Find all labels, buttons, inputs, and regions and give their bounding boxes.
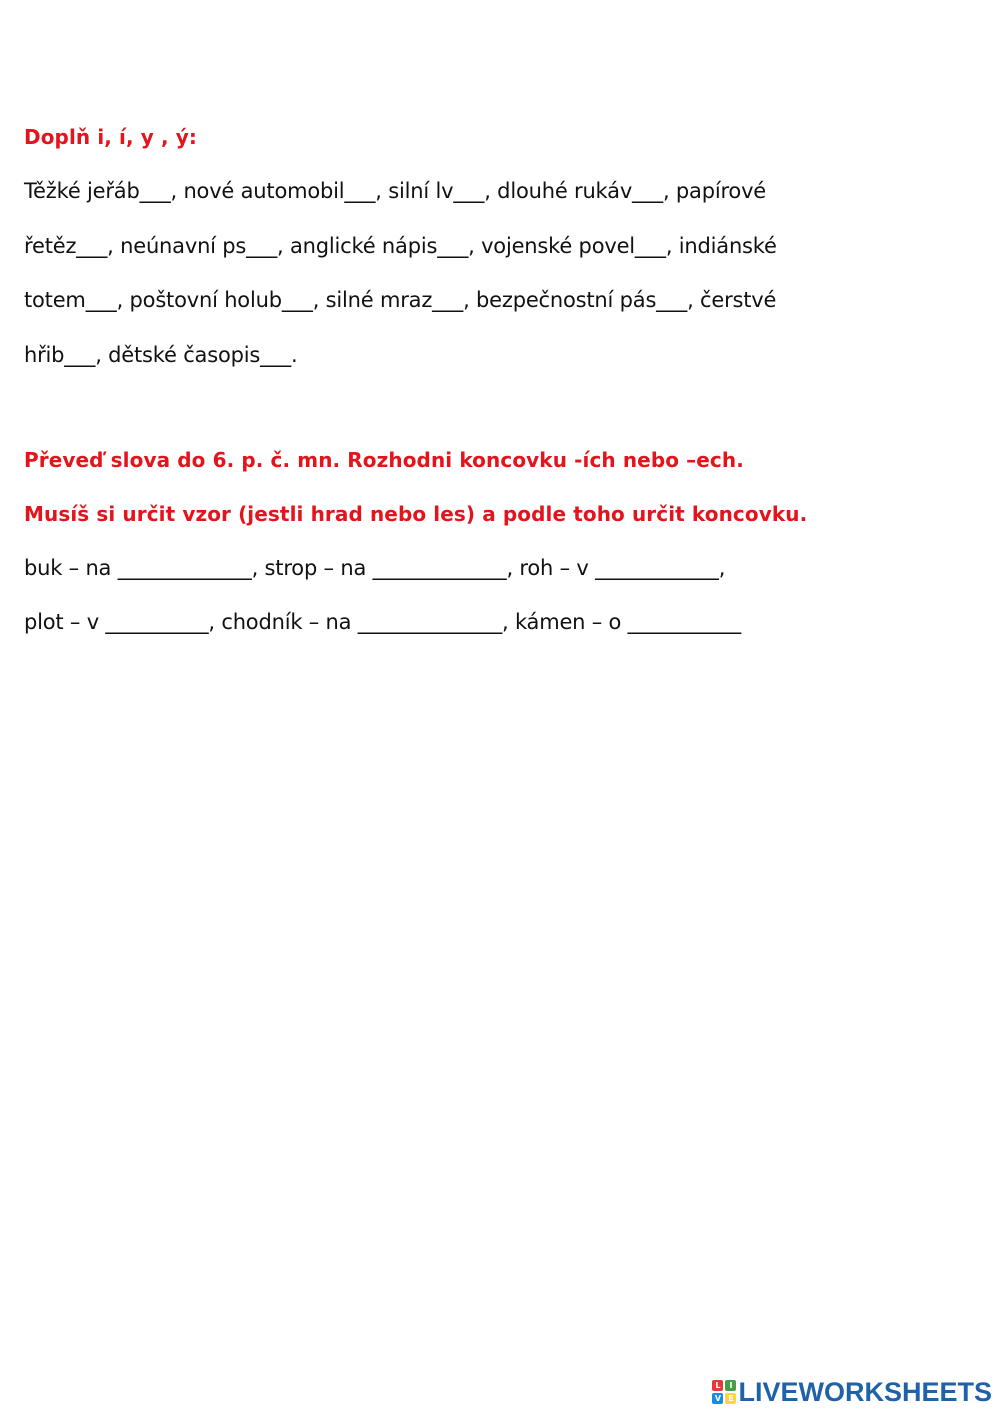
exercise2-heading-line-1: Převeď slova do 6. p. č. mn. Rozhodni koncovku -ích nebo –ech. — [24, 448, 744, 472]
exercise2-heading-line-2: Musíš si určit vzor (jestli hrad nebo les) a podle toho určit koncovku. — [24, 502, 808, 526]
exercise1-heading: Doplň i, í, y , ý: — [24, 125, 197, 149]
logo-blocks-icon — [712, 1380, 736, 1404]
logo-block-i: I — [725, 1380, 736, 1391]
exercise1-line-1[interactable]: Těžké jeřáb___, nové automobil___, silní lv___, dlouhé rukáv___, papírové — [24, 179, 767, 203]
exercise1-line-2[interactable]: řetěz___, neúnavní ps___, anglické nápis___, vojenské povel___, indiánské — [24, 234, 777, 258]
exercise1-line-4[interactable]: hřib___, dětské časopis___. — [24, 343, 298, 367]
liveworksheets-logo — [712, 1377, 992, 1407]
logo-block-e: E — [725, 1393, 736, 1404]
logo-text: LIVEWORKSHEETS — [738, 1376, 992, 1407]
exercise1-line-3[interactable]: totem___, poštovní holub___, silné mraz___, bezpečnostní pás___, čerstvé — [24, 288, 777, 312]
logo-block-v: V — [712, 1393, 723, 1404]
exercise2-line-2[interactable]: plot – v __________, chodník – na ______________, kámen – o ___________ — [24, 610, 741, 634]
logo-block-l: L — [712, 1380, 723, 1391]
exercise2-line-1[interactable]: buk – na _____________, strop – na _____________, roh – v ____________, — [24, 556, 726, 580]
